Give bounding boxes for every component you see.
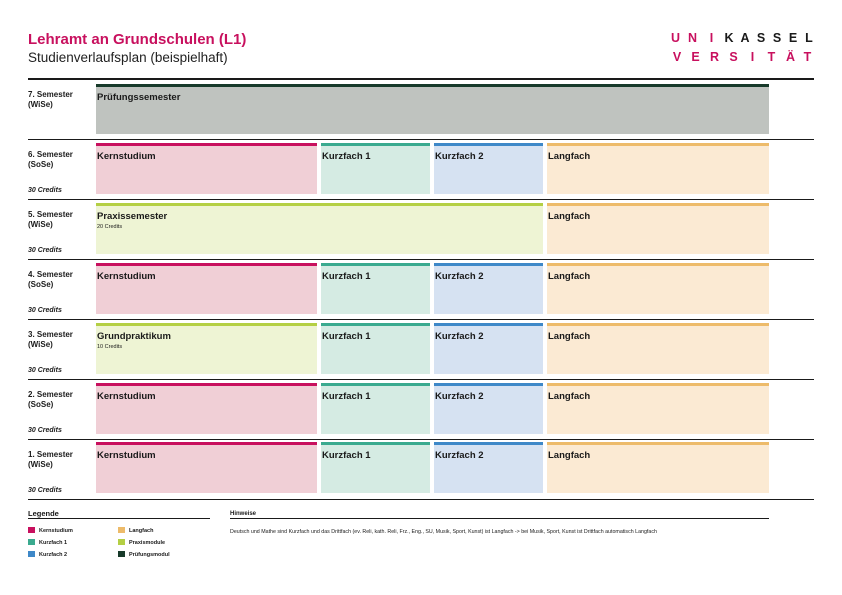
block-label: Kurzfach 2 xyxy=(435,271,484,282)
block-langfach xyxy=(547,203,769,254)
logo-row-1 xyxy=(668,31,817,45)
logo-letter: T xyxy=(767,50,776,64)
legend-item-praxismodule xyxy=(118,539,165,547)
logo-row-2 xyxy=(668,50,815,64)
semester-label-7 xyxy=(28,90,73,109)
block-label: Kurzfach 2 xyxy=(435,391,484,402)
block-label: Kernstudium xyxy=(97,271,156,282)
logo-letter: I xyxy=(709,31,714,45)
legend-swatch xyxy=(28,551,35,557)
logo-letter: S xyxy=(756,31,766,45)
hints-text: Deutsch und Mathe sind Kurzfach und das Drittfach (ev. Reli, kath. Reli, Frz., Eng., SU, Musik, Sport, Kunst) ist Langfach -> bei Musik, Sport, Kunst ist Drittfach automatisch Langfach xyxy=(230,529,657,535)
legend-swatch xyxy=(28,527,35,533)
row-divider xyxy=(28,259,814,260)
block-kurzfach-1 xyxy=(321,143,430,194)
logo-letter: L xyxy=(805,31,813,45)
block-label: Langfach xyxy=(548,331,591,342)
semester-term: (SoSe) xyxy=(28,399,54,409)
block-label: Grundpraktikum xyxy=(97,331,171,342)
semester-label-2 xyxy=(28,390,73,409)
block-label: Praxissemester xyxy=(97,211,168,222)
legend-label: Langfach xyxy=(129,528,154,534)
semester-term: (WiSe) xyxy=(28,99,53,109)
block-kurzfach-1 xyxy=(321,383,430,434)
hints-divider xyxy=(230,518,769,519)
block-kernstudium xyxy=(96,383,317,434)
page-subtitle: Studienverlaufsplan (beispielhaft) xyxy=(28,50,228,65)
semester-term: (WiSe) xyxy=(28,339,53,349)
legend-swatch xyxy=(118,551,125,557)
semester-credits: 30 Credits xyxy=(28,307,62,314)
row-divider xyxy=(28,199,814,200)
block-langfach xyxy=(547,263,769,314)
semester-name: 4. Semester xyxy=(28,270,73,279)
logo-letter: S xyxy=(729,50,738,64)
logo-letter: K xyxy=(724,31,734,45)
semester-name: 3. Semester xyxy=(28,330,73,339)
block-langfach xyxy=(547,383,769,434)
semester-term: (WiSe) xyxy=(28,459,53,469)
semester-term: (SoSe) xyxy=(28,279,54,289)
logo-letter: E xyxy=(691,50,700,64)
block-label: Kurzfach 2 xyxy=(435,331,484,342)
block-langfach xyxy=(547,143,769,194)
legend-item-kurzfach-1 xyxy=(28,539,67,547)
row-divider xyxy=(28,319,814,320)
block-label: Kurzfach 1 xyxy=(322,391,371,402)
legend-item-langfach xyxy=(118,527,153,535)
block-label: Kernstudium xyxy=(97,151,156,162)
legend-label: Kurzfach 2 xyxy=(39,552,68,558)
logo-letter: T xyxy=(803,50,812,64)
logo-letter: U xyxy=(670,31,681,45)
legend-item-kernstudium xyxy=(28,527,73,535)
legend-title: Legende xyxy=(28,509,59,518)
semester-label-1 xyxy=(28,450,73,469)
block-kurzfach-1 xyxy=(321,442,430,493)
semester-credits: 30 Credits xyxy=(28,247,62,254)
semester-name: 7. Semester xyxy=(28,90,73,99)
legend-swatch xyxy=(28,539,35,545)
block-grundpraktikum xyxy=(96,323,317,374)
page-title: Lehramt an Grundschulen (L1) xyxy=(28,31,247,48)
row-divider xyxy=(28,439,814,440)
row-divider xyxy=(28,499,814,500)
semester-label-3 xyxy=(28,330,73,349)
block-kurzfach-2 xyxy=(434,143,543,194)
semester-name: 6. Semester xyxy=(28,150,73,159)
block-langfach xyxy=(547,323,769,374)
logo-letter: R xyxy=(709,50,720,64)
block-kernstudium xyxy=(96,442,317,493)
semester-label-4 xyxy=(28,270,73,289)
block-label: Langfach xyxy=(548,151,591,162)
legend-item-pruefungsmodul xyxy=(118,551,170,559)
block-kurzfach-1 xyxy=(321,263,430,314)
legend-label: Kernstudium xyxy=(39,528,73,534)
block-credits: 20 Credits xyxy=(97,224,123,230)
semester-credits: 30 Credits xyxy=(28,487,62,494)
logo-letter: Ä xyxy=(785,50,796,64)
legend-label: Prüfungsmodul xyxy=(129,552,170,558)
legend-label: Praxismodule xyxy=(129,540,166,546)
block-langfach xyxy=(547,442,769,493)
block-kernstudium xyxy=(96,263,317,314)
semester-name: 5. Semester xyxy=(28,210,73,219)
legend-item-kurzfach-2 xyxy=(28,551,67,559)
block-label: Kurzfach 1 xyxy=(322,331,371,342)
header-divider xyxy=(28,78,814,80)
block-label: Kernstudium xyxy=(97,391,156,402)
logo-letter: A xyxy=(740,31,750,45)
block-kurzfach-1 xyxy=(321,323,430,374)
legend-swatch xyxy=(118,527,125,533)
semester-credits: 30 Credits xyxy=(28,187,62,194)
legend-swatch xyxy=(118,539,125,545)
block-kernstudium xyxy=(96,143,317,194)
semester-credits: 30 Credits xyxy=(28,427,62,434)
block-label: Langfach xyxy=(548,391,591,402)
hints-title: Hinweise xyxy=(230,511,257,517)
semester-name: 1. Semester xyxy=(28,450,73,459)
legend-label: Kurzfach 1 xyxy=(39,540,68,546)
logo-letter: V xyxy=(672,50,682,64)
semester-credits: 30 Credits xyxy=(28,367,62,374)
block-pruefungssemester xyxy=(96,84,769,134)
block-label: Kurzfach 1 xyxy=(322,151,371,162)
row-divider xyxy=(28,139,814,140)
semester-label-5 xyxy=(28,210,73,229)
block-kurzfach-2 xyxy=(434,263,543,314)
block-label: Langfach xyxy=(548,450,591,461)
semester-label-6 xyxy=(28,150,73,169)
block-label: Kurzfach 1 xyxy=(322,450,371,461)
block-label: Prüfungssemester xyxy=(97,92,181,103)
block-kurzfach-2 xyxy=(434,442,543,493)
block-label: Langfach xyxy=(548,271,591,282)
block-praxissemester xyxy=(96,203,543,254)
logo-letter: S xyxy=(772,31,782,45)
logo-letter: N xyxy=(687,31,698,45)
block-kurzfach-2 xyxy=(434,383,543,434)
block-label: Kurzfach 2 xyxy=(435,151,484,162)
legend-divider xyxy=(28,518,210,519)
block-label: Langfach xyxy=(548,211,591,222)
logo-letter: I xyxy=(750,50,755,64)
block-kurzfach-2 xyxy=(434,323,543,374)
semester-term: (WiSe) xyxy=(28,219,53,229)
block-label: Kurzfach 1 xyxy=(322,271,371,282)
semester-term: (SoSe) xyxy=(28,159,54,169)
logo-letter: E xyxy=(788,31,798,45)
block-label: Kurzfach 2 xyxy=(435,450,484,461)
block-credits: 10 Credits xyxy=(97,344,123,350)
block-label: Kernstudium xyxy=(97,450,156,461)
semester-name: 2. Semester xyxy=(28,390,73,399)
row-divider xyxy=(28,379,814,380)
